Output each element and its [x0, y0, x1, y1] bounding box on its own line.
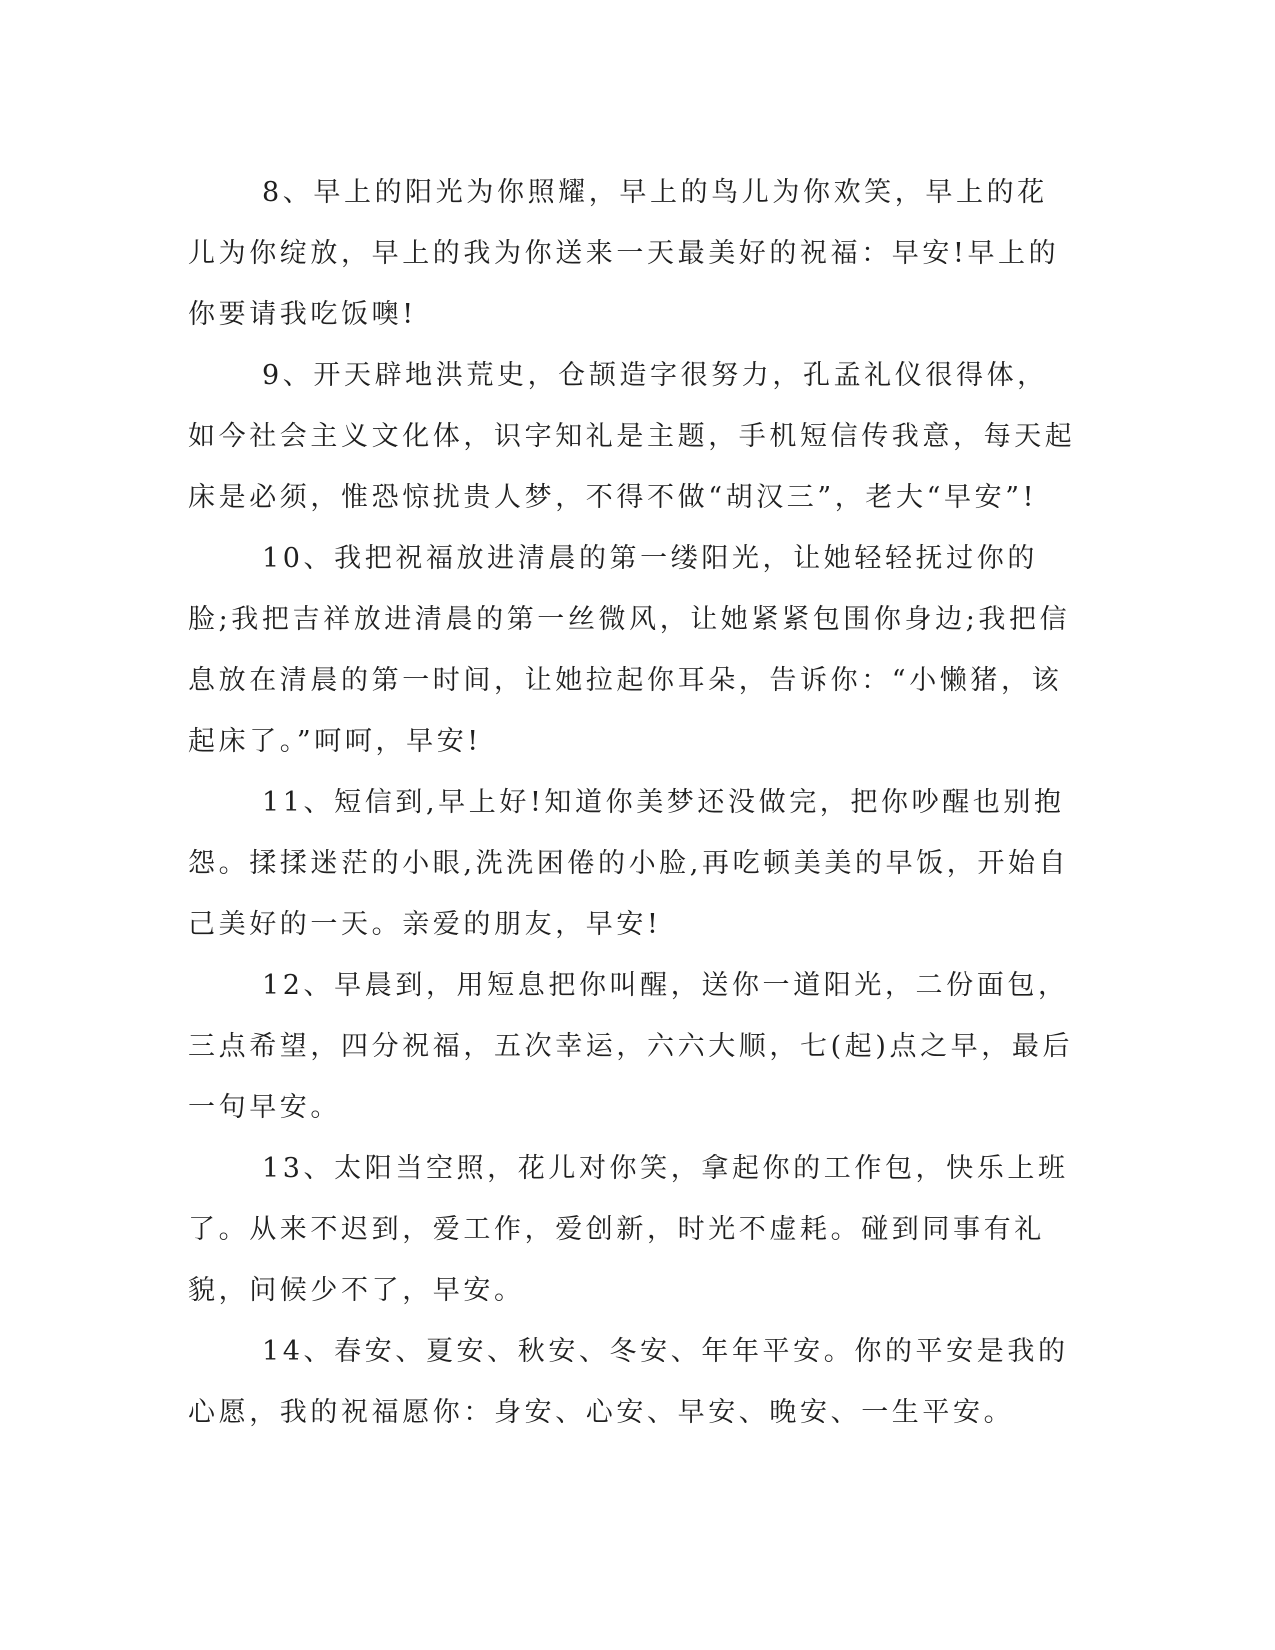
paragraph-14: 14、春安、夏安、秋安、冬安、年年平安。你的平安是我的心愿，我的祝福愿你：身安、心安、早安、晚安、一生平安。 [188, 1336, 1069, 1428]
paragraph-12: 12、早晨到，用短息把你叫醒，送你一道阳光，二份面包，三点希望，四分祝福，五次幸运，六六大顺，七(起)点之早，最后一句早安。 [188, 970, 1074, 1123]
document-body [188, 162, 1076, 1443]
paragraph-11: 11、短信到,早上好!知道你美梦还没做完，把你吵醒也别抱怨。揉揉迷茫的小眼,洗洗困倦的小脸,再吃顿美美的早饭，开始自己美好的一天。亲爱的朋友，早安! [188, 787, 1070, 940]
paragraph-9: 9、开天辟地洪荒史，仓颉造字很努力，孔孟礼仪很得体，如今社会主义文化体，识字知礼是主题，手机短信传我意，每天起床是必须，惟恐惊扰贵人梦，不得不做“胡汉三”，老大“早安”! [188, 360, 1076, 513]
paragraph-10: 10、我把祝福放进清晨的第一缕阳光，让她轻轻抚过你的脸;我把吉祥放进清晨的第一丝微风，让她紧紧包围你身边;我把信息放在清晨的第一时间，让她拉起你耳朵，告诉你：“小懒猪，该起床了。”呵呵，早安! [188, 543, 1071, 757]
paragraph-8: 8、早上的阳光为你照耀，早上的鸟儿为你欢笑，早上的花儿为你绽放，早上的我为你送来一天最美好的祝福：早安!早上的你要请我吃饭噢! [188, 177, 1060, 330]
paragraph-13: 13、太阳当空照，花儿对你笑，拿起你的工作包，快乐上班了。从来不迟到，爱工作，爱创新，时光不虚耗。碰到同事有礼貌，问候少不了，早安。 [188, 1153, 1069, 1306]
